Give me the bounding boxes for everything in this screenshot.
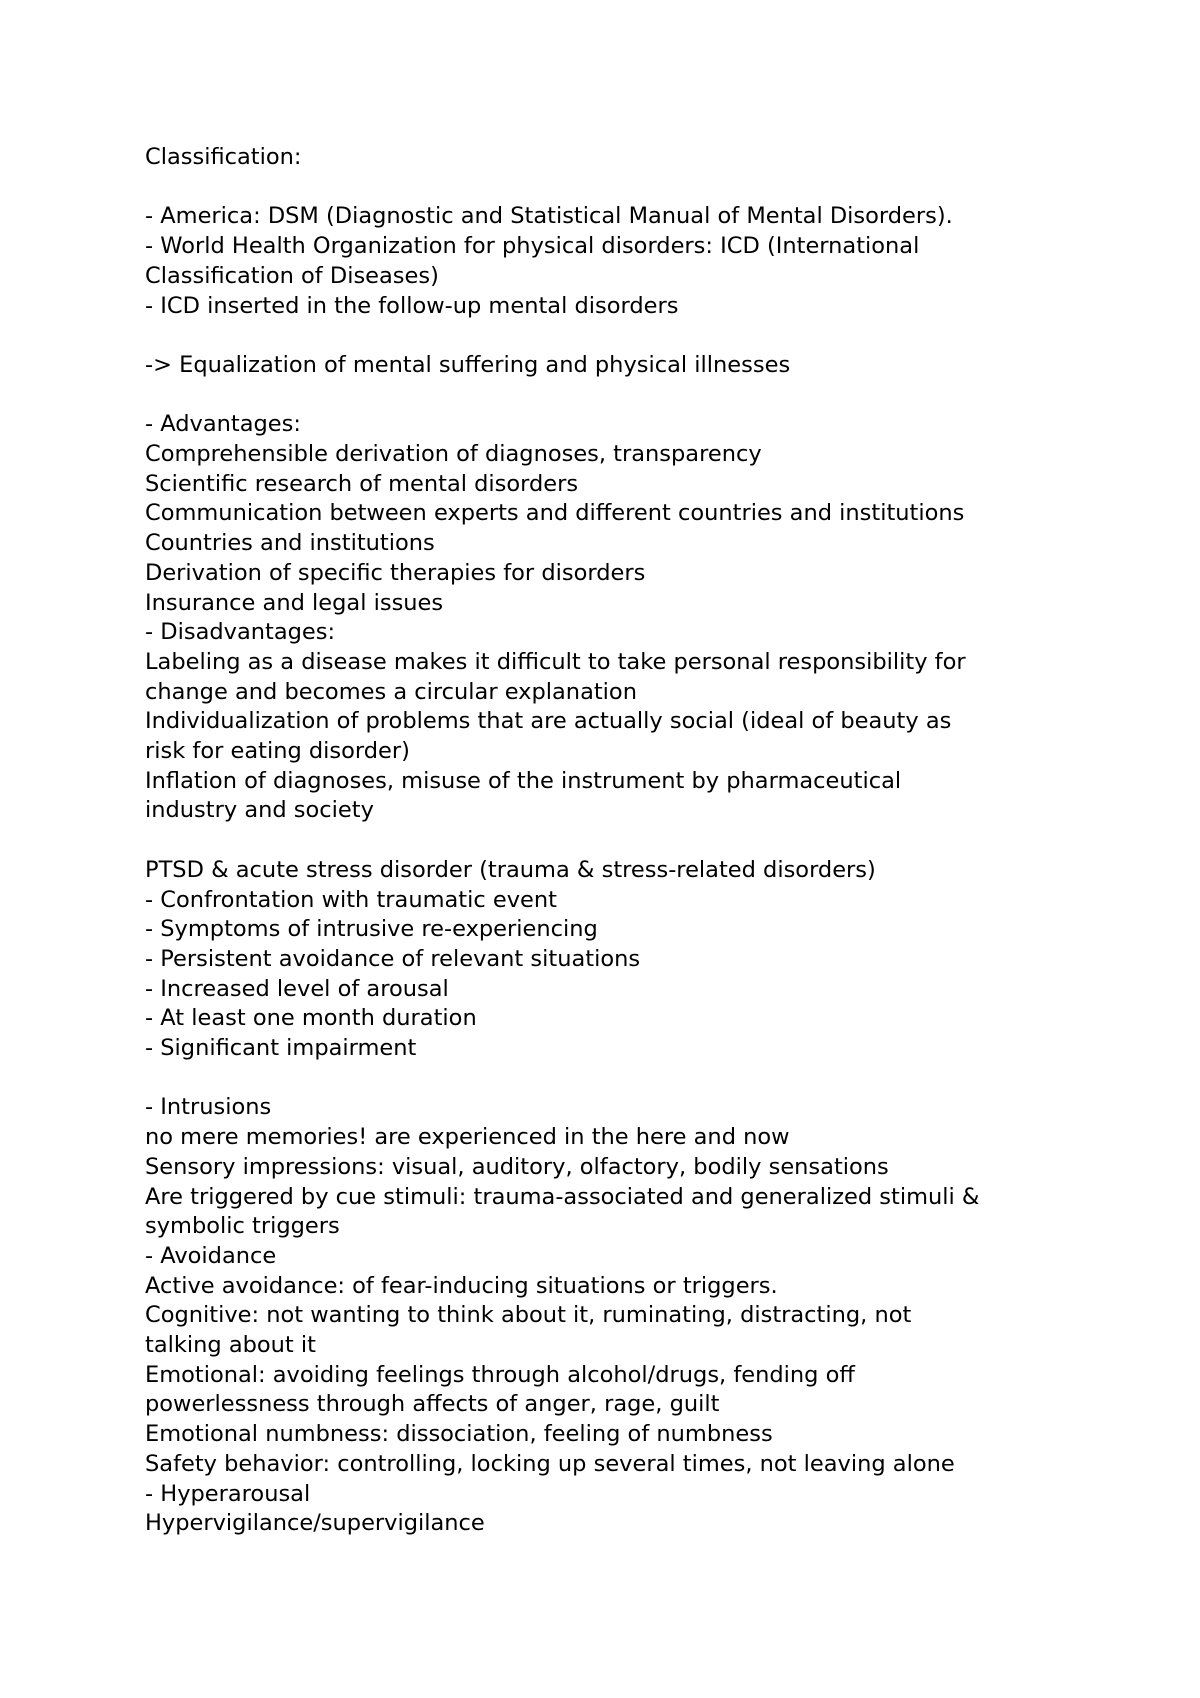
- text-line: symbolic triggers: [145, 1213, 340, 1240]
- text-line: Individualization of problems that are actually social (ideal of beauty as: [145, 708, 952, 735]
- text-line: Hypervigilance/supervigilance: [145, 1510, 485, 1537]
- text-line: industry and society: [145, 797, 374, 824]
- text-line: Inflation of diagnoses, misuse of the instrument by pharmaceutical: [145, 767, 902, 794]
- text-line: talking about it: [145, 1332, 316, 1359]
- text-line: - Significant impairment: [145, 1035, 417, 1062]
- text-line: -> Equalization of mental suffering and physical illnesses: [145, 351, 791, 378]
- text-line: - At least one month duration: [145, 1005, 477, 1032]
- text-line: - Confrontation with traumatic event: [145, 886, 557, 913]
- text-line: risk for eating disorder): [145, 738, 410, 765]
- blank-line: [145, 173, 1065, 203]
- heading-classification: Classification:: [145, 144, 302, 170]
- text-line: change and becomes a circular explanation: [145, 678, 637, 705]
- text-line: no mere memories! are experienced in the here and now: [145, 1124, 790, 1151]
- blank-line: [145, 1064, 1065, 1094]
- text-line: Are triggered by cue stimuli: trauma-associated and generalized stimuli &: [145, 1183, 980, 1210]
- text-line: - Symptoms of intrusive re-experiencing: [145, 916, 598, 943]
- text-line: - Persistent avoidance of relevant situations: [145, 945, 641, 972]
- text-line: Scientific research of mental disorders: [145, 470, 579, 497]
- heading-disadvantages: - Disadvantages:: [145, 619, 336, 646]
- text-line: Cognitive: not wanting to think about it, ruminating, distracting, not: [145, 1302, 912, 1329]
- heading-ptsd: PTSD & acute stress disorder (trauma & stress-related disorders): [145, 856, 876, 883]
- text-line: Insurance and legal issues: [145, 589, 444, 616]
- blank-line: [145, 826, 1065, 856]
- text-line: Emotional numbness: dissociation, feeling of numbness: [145, 1421, 773, 1448]
- blank-line: [145, 381, 1065, 411]
- text-line: - ICD inserted in the follow-up mental disorders: [145, 292, 679, 319]
- text-line: - Increased level of arousal: [145, 975, 449, 1002]
- heading-hyperarousal: - Hyperarousal: [145, 1480, 311, 1507]
- document-body: [145, 143, 1065, 1539]
- text-line: Labeling as a disease makes it difficult to take personal responsibility for: [145, 648, 966, 675]
- text-line: Derivation of specific therapies for disorders: [145, 559, 646, 586]
- text-line: Emotional: avoiding feelings through alcohol/drugs, fending off: [145, 1361, 855, 1388]
- text-line: Comprehensible derivation of diagnoses, transparency: [145, 440, 762, 467]
- text-line: powerlessness through affects of anger, rage, guilt: [145, 1391, 720, 1418]
- text-line: Classification of Diseases): [145, 262, 439, 289]
- text-line: - World Health Organization for physical disorders: ICD (International: [145, 233, 920, 260]
- heading-advantages: - Advantages:: [145, 411, 301, 438]
- blank-line: [145, 321, 1065, 351]
- heading-intrusions: - Intrusions: [145, 1094, 272, 1121]
- text-line: Countries and institutions: [145, 530, 435, 557]
- text-line: - America: DSM (Diagnostic and Statistical Manual of Mental Disorders).: [145, 203, 953, 230]
- text-line: Safety behavior: controlling, locking up several times, not leaving alone: [145, 1450, 955, 1477]
- text-line: Communication between experts and different countries and institutions: [145, 500, 965, 527]
- text-line: Active avoidance: of fear-inducing situations or triggers.: [145, 1272, 778, 1299]
- text-line: Sensory impressions: visual, auditory, olfactory, bodily sensations: [145, 1153, 889, 1180]
- heading-avoidance: - Avoidance: [145, 1242, 277, 1269]
